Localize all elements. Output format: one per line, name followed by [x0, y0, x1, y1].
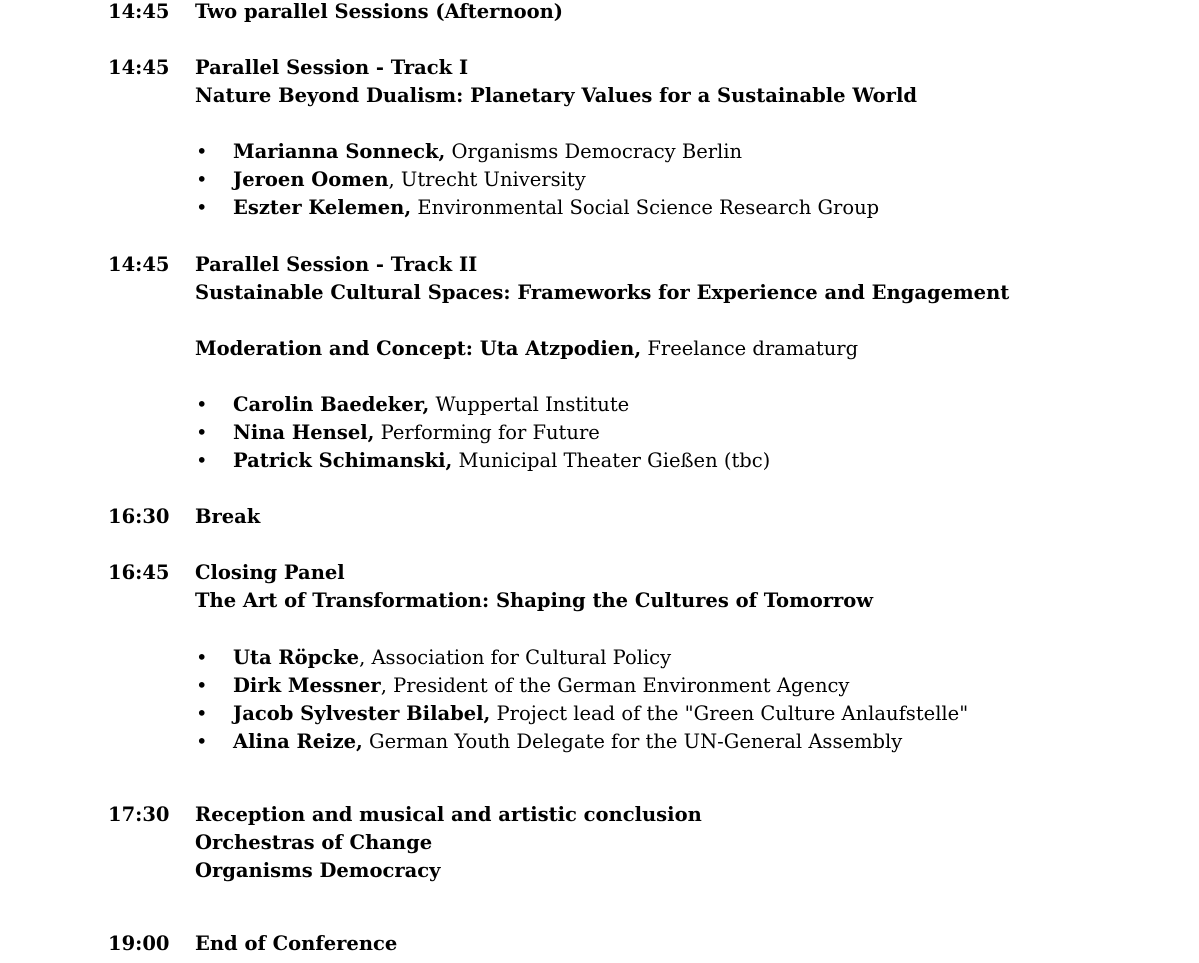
speaker — [233, 419, 600, 447]
bullet-icon: • — [196, 702, 208, 725]
entry-title: Parallel Session - Track I — [195, 56, 469, 79]
bullet-icon: • — [196, 196, 208, 219]
bullet-icon: • — [196, 730, 208, 753]
speaker — [233, 672, 849, 700]
bullet-icon: • — [196, 646, 208, 669]
speaker — [233, 700, 968, 728]
speaker-name: Jacob Sylvester Bilabel, — [233, 702, 491, 725]
speaker-name: Marianna Sonneck, — [233, 140, 446, 163]
entry-title: End of Conference — [195, 932, 398, 955]
speaker-affiliation: Project lead of the "Green Culture Anlaufstelle" — [490, 702, 969, 725]
speaker — [233, 728, 902, 756]
moderation — [195, 335, 858, 363]
speaker — [233, 391, 629, 419]
entry-title: Reception and musical and artistic conclusion — [195, 803, 702, 826]
speaker-affiliation: Organisms Democracy Berlin — [445, 140, 743, 163]
speaker — [233, 194, 879, 222]
speaker — [233, 138, 742, 166]
speaker-affiliation: , President of the German Environment Agency — [380, 674, 850, 697]
speaker-affiliation: Wuppertal Institute — [429, 393, 630, 416]
entry-subtitle: Sustainable Cultural Spaces: Frameworks for Experience and Engagement — [195, 281, 1010, 304]
entry-time: 19:00 — [108, 932, 170, 955]
entry-title: Two parallel Sessions (Afternoon) — [195, 0, 564, 23]
entry-title: Parallel Session - Track II — [195, 253, 478, 276]
speaker-name: Eszter Kelemen, — [233, 196, 412, 219]
entry-time: 17:30 — [108, 803, 170, 826]
speaker-affiliation: Performing for Future — [374, 421, 600, 444]
speaker-name: Alina Reize, — [233, 730, 363, 753]
entry-title: Break — [195, 505, 261, 528]
speaker-name: Dirk Messner — [233, 674, 381, 697]
entry-subtitle: Nature Beyond Dualism: Planetary Values for a Sustainable World — [195, 84, 917, 107]
entry-subtitle: The Art of Transformation: Shaping the Cultures of Tomorrow — [195, 589, 874, 612]
speaker-name: Carolin Baedeker, — [233, 393, 430, 416]
speaker-name: Jeroen Oomen — [233, 168, 389, 191]
entry-subtitle: Orchestras of Change — [195, 831, 433, 854]
speaker-affiliation: Environmental Social Science Research Group — [411, 196, 880, 219]
speaker-name: Patrick Schimanski, — [233, 449, 453, 472]
entry-time: 16:30 — [108, 505, 170, 528]
bullet-icon: • — [196, 140, 208, 163]
speaker — [233, 447, 770, 475]
speaker — [233, 166, 586, 194]
entry-title: Closing Panel — [195, 561, 345, 584]
bullet-icon: • — [196, 421, 208, 444]
entry-subtitle: Organisms Democracy — [195, 859, 441, 882]
bullet-icon: • — [196, 674, 208, 697]
bullet-icon: • — [196, 449, 208, 472]
speaker-name: Uta Röpcke — [233, 646, 360, 669]
entry-time: 14:45 — [108, 0, 170, 23]
entry-time: 14:45 — [108, 253, 170, 276]
moderation-label: Moderation and Concept: Uta Atzpodien, — [195, 337, 642, 360]
speaker-affiliation: Municipal Theater Gießen (tbc) — [452, 449, 771, 472]
speaker — [233, 644, 671, 672]
bullet-icon: • — [196, 393, 208, 416]
speaker-name: Nina Hensel, — [233, 421, 375, 444]
moderation-affiliation: Freelance dramaturg — [641, 337, 859, 360]
entry-time: 14:45 — [108, 56, 170, 79]
entry-time: 16:45 — [108, 561, 170, 584]
speaker-affiliation: , Utrecht University — [388, 168, 586, 191]
bullet-icon: • — [196, 168, 208, 191]
speaker-affiliation: German Youth Delegate for the UN-General Assembly — [362, 730, 903, 753]
speaker-affiliation: , Association for Cultural Policy — [359, 646, 672, 669]
